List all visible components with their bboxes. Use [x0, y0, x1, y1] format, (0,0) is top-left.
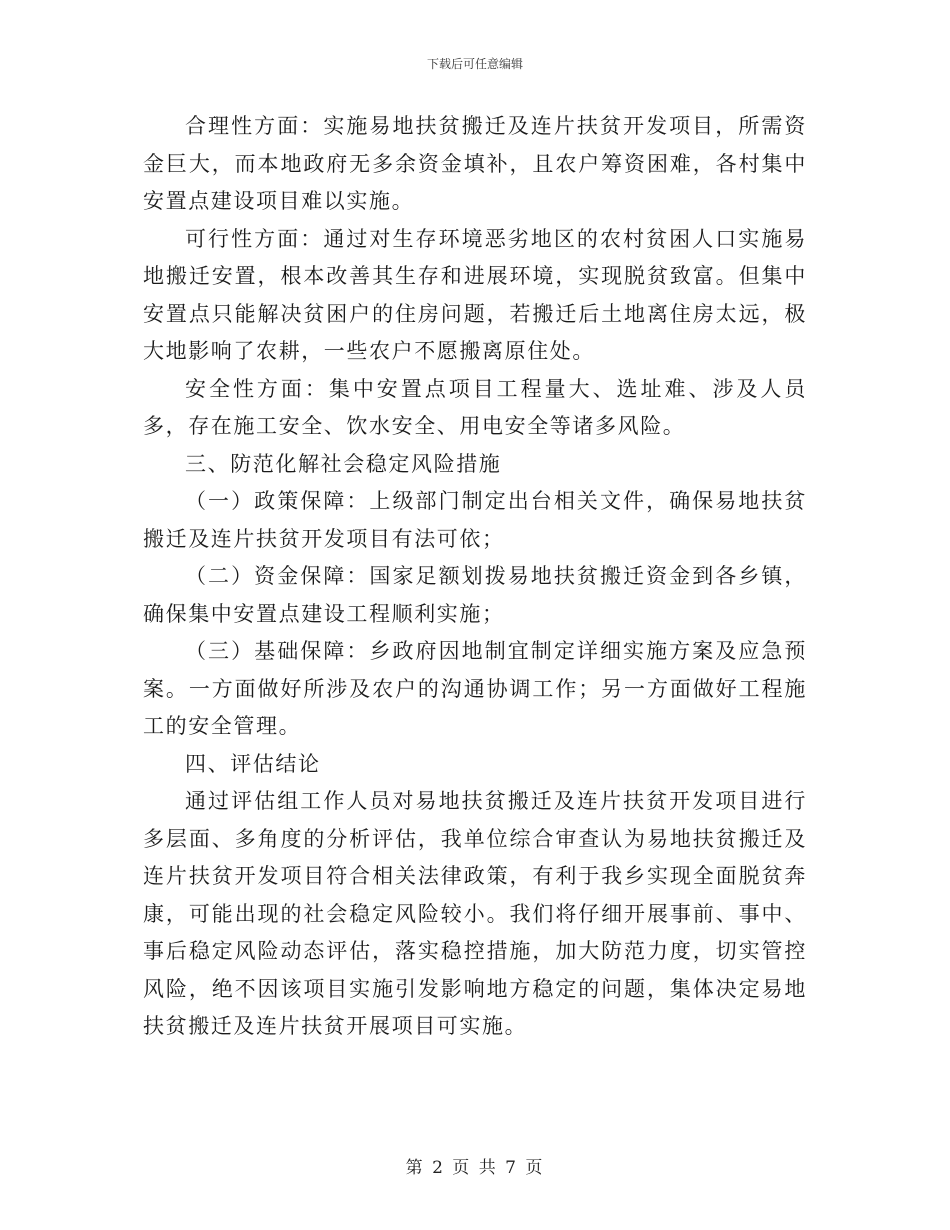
page-header: 下载后可任意编辑: [426, 57, 523, 71]
document-body: [143, 108, 807, 1046]
paragraph-policy-guarantee: （一）政策保障：上级部门制定出台相关文件，确保易地扶贫搬迁及连片扶贫开发项目有法可依；: [143, 489, 807, 551]
paragraph-rationality: 合理性方面：实施易地扶贫搬迁及连片扶贫开发项目，所需资金巨大，而本地政府无多余资金填补，且农户筹资困难，各村集中安置点建设项目难以实施。: [143, 114, 807, 213]
paragraph-conclusion: 通过评估组工作人员对易地扶贫搬迁及连片扶贫开发项目进行多层面、多角度的分析评估，我单位综合审查认为易地扶贫搬迁及连片扶贫开发项目符合相关法律政策，有利于我乡实现全面脱贫奔康，可能出现的社会稳定风险较小。我们将仔细开展事前、事中、事后稳定风险动态评估，落实稳控措施，加大防范力度，切实管控风险，绝不因该项目实施引发影响地方稳定的问题，集体决定易地扶贫搬迁及连片扶贫开展项目可实施。: [143, 789, 807, 1038]
paragraph-feasibility: 可行性方面：通过对生存环境恶劣地区的农村贫困人口实施易地搬迁安置，根本改善其生存和进展环境，实现脱贫致富。但集中安置点只能解决贫困户的住房问题，若搬迁后土地离住房太远，极大地影响了农耕，一些农户不愿搬离原住处。: [143, 226, 807, 363]
paragraph-basic-guarantee: （三）基础保障：乡政府因地制宜制定详细实施方案及应急预案。一方面做好所涉及农户的沟通协调工作；另一方面做好工程施工的安全管理。: [143, 639, 807, 738]
section-heading-conclusion: 四、评估结论: [185, 751, 321, 776]
paragraph-safety: 安全性方面：集中安置点项目工程量大、选址难、涉及人员多，存在施工安全、饮水安全、用电安全等诸多风险。: [143, 376, 807, 438]
section-heading-risk-measures: 三、防范化解社会稳定风险措施: [185, 451, 502, 476]
page-number: 第 2 页 共 7 页: [405, 1158, 545, 1178]
paragraph-funding-guarantee: （二）资金保障：国家足额划拨易地扶贫搬迁资金到各乡镇，确保集中安置点建设工程顺利实施；: [143, 564, 807, 626]
